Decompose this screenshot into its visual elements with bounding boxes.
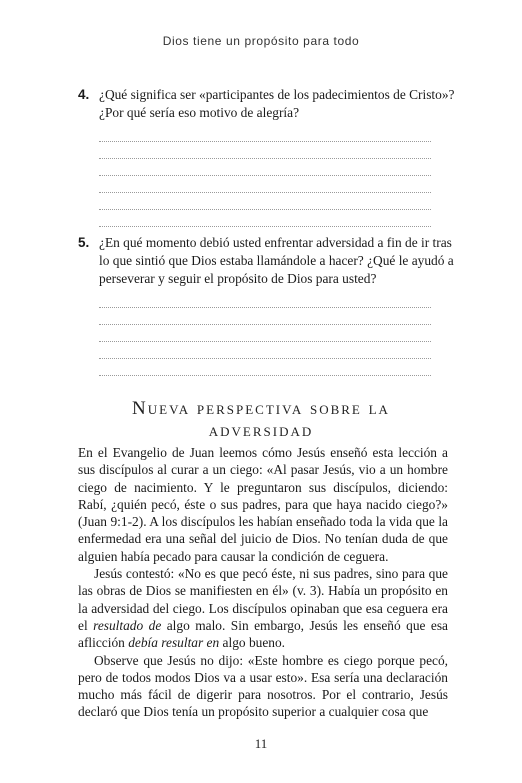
answer-line [99, 210, 431, 227]
paragraph-1: En el Evangelio de Juan leemos cómo Jesús enseñó esta lección a sus discípulos al curar a un ciego: «Al pasar Jesús, vio a un hombre ciego de nacimiento. Y le preguntaron sus discípulos, diciendo: Rabí, ¿quién pecó, éste o sus padres, para que haya nacido ciego?» (Juan 9:1-2). A los discípulos les habían enseñado toda la vida que la enfermedad era una señal del juicio de Dios. No tenían duda de que alguien había pecado para causar la condición de ceguera. [78, 445, 448, 564]
answer-line [99, 291, 431, 308]
section-title-line-2: adversidad [208, 420, 314, 441]
page-number: 11 [254, 736, 268, 751]
paragraph-2 [78, 565, 448, 651]
emphasis-resultado-de: resultado de [93, 617, 162, 633]
answer-lines [99, 125, 458, 227]
paragraph-2-part-a: Jesús contestó: «No es que pecó éste, ni sus padres, sino para que las obras de Dios se manifiesten en él» (v. 3). Había un propósito en la adversidad del ciego. Los discípulos opinaban que esa ceguera era el [78, 566, 448, 633]
body-text [78, 444, 448, 721]
answer-lines [99, 291, 458, 376]
paragraph-2-part-b: algo malo. Sin embargo, Jesús les enseñó que esa aflicción [78, 617, 448, 651]
answer-line [99, 176, 431, 193]
section-title-line-1: Nueva perspectiva sobre la [132, 398, 390, 419]
answer-line [99, 125, 431, 142]
question-number: 5. [78, 235, 90, 250]
answer-line [99, 142, 431, 159]
paragraph-2-part-c: algo bueno. [219, 635, 286, 651]
question-number: 4. [78, 87, 90, 102]
answer-line [99, 325, 431, 342]
answer-line [99, 308, 431, 325]
question-5 [78, 234, 458, 376]
running-header: Dios tiene un propósito para todo [162, 34, 360, 48]
paragraph-3: Observe que Jesús no dijo: «Este hombre es ciego porque pecó, pero de todos modos Dios va a usar esto». Esa sería una declaración mucho más fácil de digerir para nosotros. Por el contrario, Jesús declaró que Dios tenía un propósito superior a cualquier cosa que [78, 652, 448, 720]
answer-line [99, 342, 431, 359]
answer-line [99, 159, 431, 176]
question-text: ¿Qué significa ser «participantes de los padecimientos de Cristo»? ¿Por qué sería eso motivo de alegría? [99, 87, 455, 120]
question-text: ¿En qué momento debió usted enfrentar adversidad a fin de ir tras lo que sintió que Dios estaba llamándole a hacer? ¿Qué le ayudó a perseverar y seguir el propósito de Dios para usted? [99, 235, 454, 286]
answer-line [99, 359, 431, 376]
emphasis-debia-resultar-en: debía resultar en [128, 635, 220, 651]
answer-line [99, 193, 431, 210]
question-4 [78, 86, 458, 227]
section-title [0, 398, 522, 442]
